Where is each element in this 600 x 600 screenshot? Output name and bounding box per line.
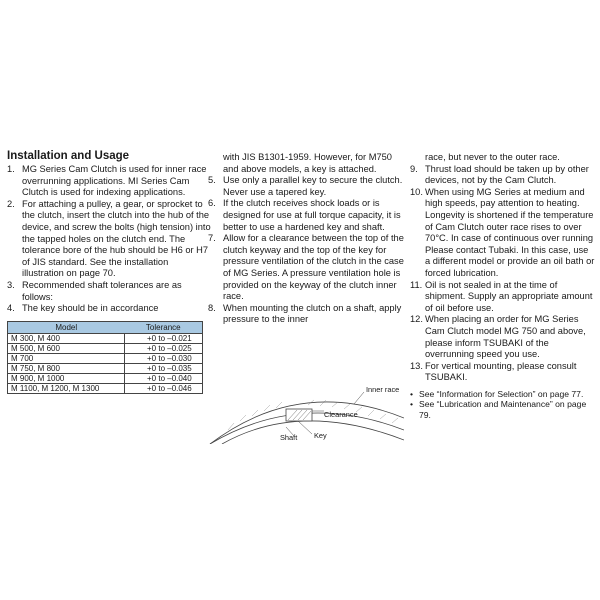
clearance-label: Clearance — [324, 410, 358, 419]
tolerance-cell: +0 to –0.046 — [125, 383, 203, 393]
model-cell: M 500, M 600 — [8, 343, 125, 353]
table-row — [8, 333, 203, 343]
model-cell: M 300, M 400 — [8, 333, 125, 343]
column-1 — [7, 150, 212, 394]
column-2 — [208, 152, 404, 326]
list-item — [7, 303, 212, 315]
tolerance-cell: +0 to –0.035 — [125, 363, 203, 373]
item-text: Recommended shaft tolerances are as follows: — [22, 279, 182, 302]
item-number: 6. — [208, 198, 216, 209]
inner-race-label: Inner race — [366, 385, 400, 394]
column-3 — [410, 152, 596, 420]
reference-notes — [410, 389, 596, 420]
item-number: 12. — [410, 314, 423, 325]
list-item — [7, 199, 212, 280]
list-item — [410, 314, 596, 360]
section-heading: Installation and Usage — [7, 150, 130, 162]
table-header-row — [8, 321, 203, 333]
list-item — [208, 303, 404, 326]
item-number: 9. — [410, 163, 418, 174]
item-number: 3. — [7, 279, 15, 290]
item-number: 13. — [410, 360, 423, 371]
note-text: See “Information for Selection” on page 77. — [419, 388, 584, 399]
item-text: When using MG Series at medium and high speeds, pay attention to heating. Longevity is shortened if the temperature of Cam Clutch outer race rises to over 70°C. In case of continuous over running Please contact Tubaki. In this case, use a different model or provide an oil bath or forced lubrication. — [425, 186, 595, 278]
shaft-label: Shaft — [280, 433, 298, 442]
item-number: 1. — [7, 164, 15, 174]
tolerance-cell: +0 to –0.021 — [125, 333, 203, 343]
item-number: 8. — [208, 302, 216, 313]
item-number: 11. — [410, 279, 423, 290]
key-label: Key — [314, 431, 327, 440]
instruction-list-2 — [208, 175, 404, 326]
note-text: See “Lubrication and Maintenance” on page 79. — [419, 399, 587, 420]
instruction-list-3 — [410, 164, 596, 384]
item-text: Use only a parallel key to secure the clutch. Never use a tapered key. — [223, 175, 403, 197]
item-text: Oil is not sealed in at the time of shipment. Supply an appropriate amount of oil before use. — [425, 279, 593, 313]
item-text: For vertical mounting, please consult TSUBAKI. — [425, 360, 577, 383]
item-number: 10. — [410, 186, 423, 197]
item-text: MG Series Cam Clutch is used for inner race overrunning applications. MI Series Cam Clutch is used for indexing applications. — [22, 164, 207, 198]
item-number: 7. — [208, 233, 216, 244]
item-text: The key should be in accordance — [22, 303, 159, 314]
bullet-icon: • — [410, 388, 414, 399]
list-item — [410, 164, 596, 187]
list-item — [410, 361, 596, 384]
shaft-tolerance-table — [7, 321, 203, 394]
item-text: When mounting the clutch on a shaft, apply pressure to the inner — [223, 302, 402, 325]
item-8-continuation: race, but never to the outer race. — [425, 152, 560, 162]
reference-note — [410, 389, 596, 399]
list-item — [208, 233, 404, 303]
item-number: 5. — [208, 175, 216, 186]
list-item — [7, 164, 212, 199]
list-item — [208, 198, 404, 233]
tolerance-cell: +0 to –0.040 — [125, 373, 203, 383]
list-item — [7, 280, 212, 303]
table-row — [8, 363, 203, 373]
item-number: 4. — [7, 303, 15, 314]
model-cell: M 750, M 800 — [8, 363, 125, 373]
list-item — [208, 175, 404, 198]
list-item — [410, 187, 596, 280]
item-text: Allow for a clearance between the top of the clutch keyway and the top of the key for pressure ventilation of the clutch in the case of MG Series. A pressure ventilation hole is provided on the keyway of the clutch inner race. — [223, 233, 404, 302]
model-cell: M 700 — [8, 353, 125, 363]
model-cell: M 1100, M 1200, M 1300 — [8, 383, 125, 393]
item-text: Thrust load should be taken up by other devices, not by the Cam Clutch. — [425, 163, 589, 186]
model-cell: M 900, M 1000 — [8, 373, 125, 383]
list-item — [410, 280, 596, 315]
table-row — [8, 383, 203, 393]
column-header-model: Model — [8, 321, 125, 333]
tolerance-cell: +0 to –0.030 — [125, 353, 203, 363]
column-header-tolerance: Tolerance — [125, 321, 203, 333]
item-text: For attaching a pulley, a gear, or sprocket to the clutch, insert the clutch into the hub of the device, and screw the bolts (high tension) into the tapped holes on the clutch end. The tolerance bore of the hub should be H6 or H7 of JIS standard. See the installation illustration on page 70. — [22, 198, 211, 279]
table-row — [8, 373, 203, 383]
item-4-continuation: with JIS B1301-1959. However, for M750 and above models, a key is attached. — [223, 152, 392, 174]
reference-note — [410, 399, 596, 420]
table-row — [8, 353, 203, 363]
tolerance-cell: +0 to –0.025 — [125, 343, 203, 353]
table-row — [8, 343, 203, 353]
item-text: If the clutch receives shock loads or is designed for use at full torque capacity, it is better to use a hardened key and shaft. — [223, 198, 401, 232]
item-number: 2. — [7, 198, 15, 209]
instruction-list-1 — [7, 164, 212, 315]
key-clearance-diagram — [208, 384, 404, 444]
bullet-icon: • — [410, 399, 414, 410]
item-text: When placing an order for MG Series Cam Clutch model MG 750 and above, please inform TSUBAKI of the overrunning speed you use. — [425, 314, 586, 360]
